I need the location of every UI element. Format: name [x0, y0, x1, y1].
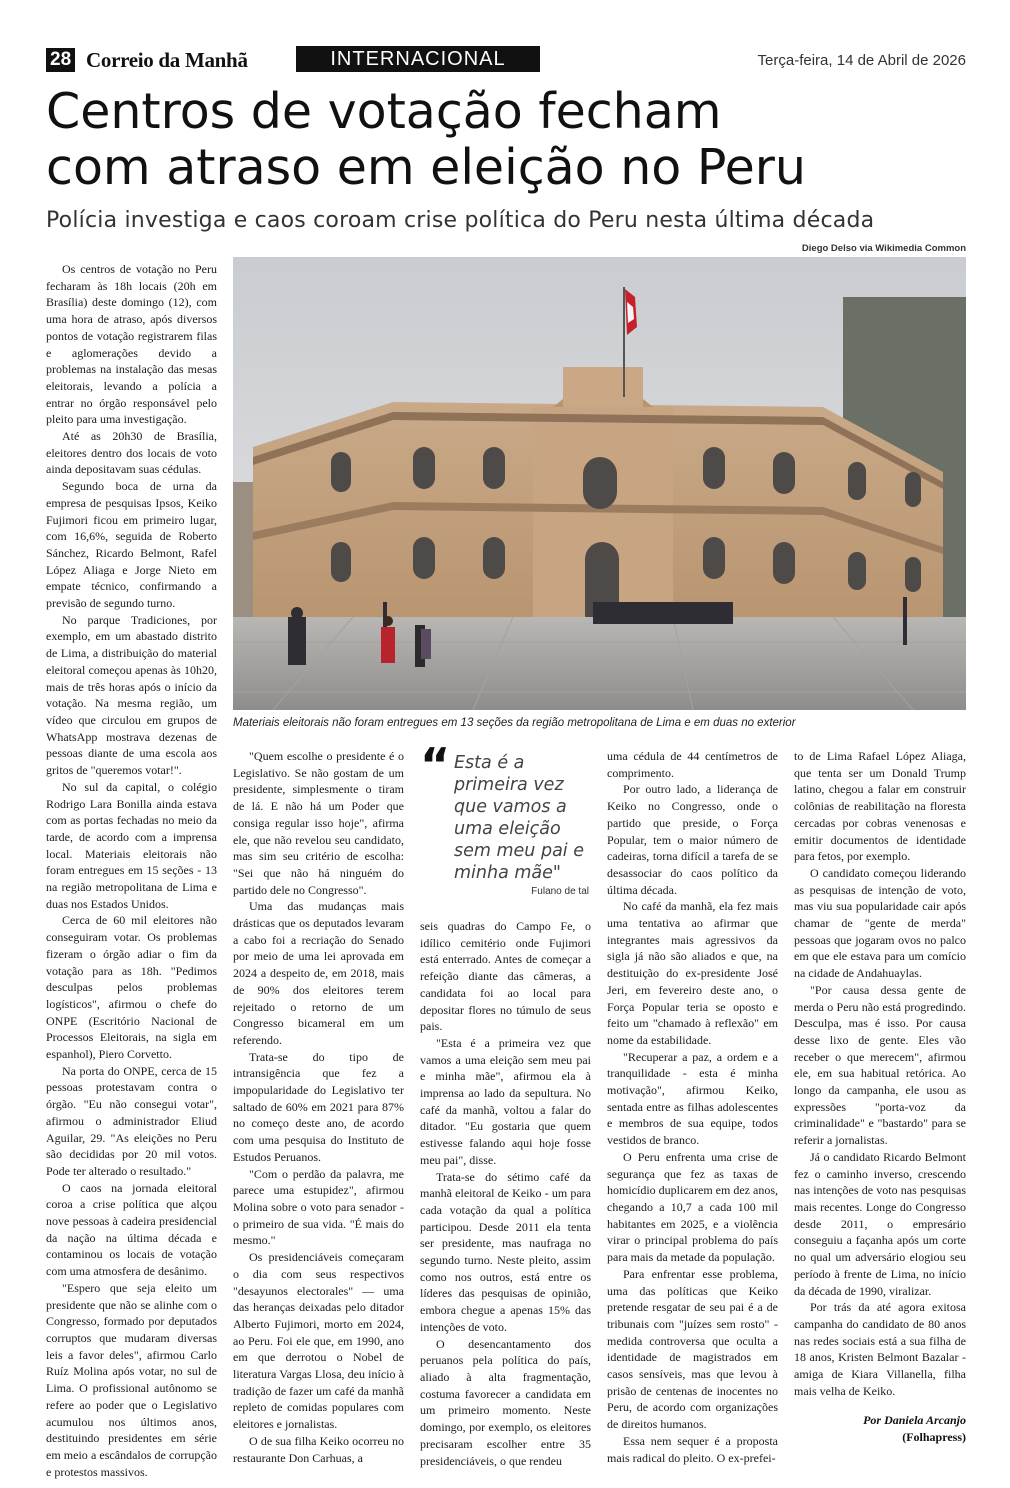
newspaper-name: Correio da Manhã: [86, 48, 248, 72]
issue-date: Terça-feira, 14 de Abril de 2026: [757, 52, 966, 69]
page-number: 28: [46, 48, 75, 72]
article-column-5: [794, 748, 966, 1399]
paragraph: seis quadras do Campo Fe, o idílico cemitério onde Fujimori está enterrado. Antes de começar a refeição diante das câmeras, a candidata foi ao local para depositar flores no túmulo de seus pais.: [420, 919, 591, 1034]
photo-caption: Materiais eleitorais não foram entregues em 13 seções da região metropolitana de Lima e em duas no exterior: [233, 717, 796, 729]
government-palace-illustration: [233, 257, 966, 710]
paragraph: O candidato começou liderando as pesquisas de intenção de voto, mas viu sua popularidade cair após chamar de "gente de merda" pessoas que jogaram ovos no palco em que ele estava para um comício na cidade de Andahuaylas.: [794, 865, 966, 981]
paragraph: No sul da capital, o colégio Rodrigo Lara Bonilla ainda estava com as portas fechadas no meio da tarde, de acordo com a imprensa local. Materiais eleitorais não foram entregues em 15 seções - 13 na região metropolitana de Lima e duas nos Estados Unidos.: [46, 779, 217, 911]
paragraph: O de sua filha Keiko ocorreu no restaurante Don Carhuas, a: [233, 1433, 404, 1465]
quote-mark-icon: “: [420, 738, 451, 792]
paragraph: "Espero que seja eleito um presidente que não se alinhe com o Congresso, formado por deputados corruptos que mudaram diversas leis a favor deles", afirmou Carlo Ruíz Molina após votar, no sul de Lima. O profissional autônomo se refere ao poder que o Legislativo acumulou nos últimos anos, destituindo presidentes em série em meio a escândalos de corrupção e protestos massivos.: [46, 1280, 217, 1479]
paragraph: No café da manhã, ela fez mais uma tentativa ao afirmar que integrantes mais agressivos da sigla já não são aliados e que, na destituição do ex-presidente José Jeri, em fevereiro deste ano, o Força Popular teria se oposto e feito um "chamado à reflexão" em nome da estabilidade.: [607, 899, 778, 1047]
section-label: INTERNACIONAL: [296, 46, 540, 72]
paragraph: Os centros de votação no Peru fecharam às 18h locais (20h em Brasília) deste domingo (12), com uma hora de atraso, após diversos pontos de votação registrarem filas e aglomerações devido a problemas na instalação das mesas eleitorais, levando a polícia a entrar no órgão responsável pelo pleito para uma investigação.: [46, 262, 217, 427]
paragraph: to de Lima Rafael López Aliaga, que tenta ser um Donald Trump latino, chegou a falar em construir colônias de reabilitação na floresta cercadas por cobras venenosas e emitir documentos de identidade para fetos, por exemplo.: [794, 749, 966, 864]
article-column-4: [607, 748, 778, 1466]
paragraph: "Por causa dessa gente de merda o Peru não está progredindo. Desculpa, mas é isso. Por causa desse lixo de gente. Eles vão receber o que merecem", afirmou ele, em sua habitual retórica. Ao longo da campanha, ele usou as expressões "porta-voz da criminalidade" e "bastardo" para se referir a jornalistas.: [794, 982, 966, 1148]
article-column-3: [420, 918, 591, 1469]
paragraph: "Esta é a primeira vez que vamos a uma eleição sem meu pai e minha mãe", afirmou ela à imprensa ao lado da sepultura. No café da manhã, voltou a falar do ditador. "Eu gostaria que quem estivesse falando aqui hoje fosse meu pai", disse.: [420, 1035, 591, 1167]
paragraph: Cerca de 60 mil eleitores não conseguiram votar. Os problemas fizeram o órgão adiar o fim da votação para as 18h. "Pedimos desculpas pelos problemas logísticos", afirmou o chefe do ONPE (Escritório Nacional de Processos Eleitorais, na sigla em espanhol), Piero Corvetto.: [46, 913, 217, 1062]
article-column-1: [46, 261, 217, 1480]
paragraph: "Com o perdão da palavra, me parece uma estupidez", afirmou Molina sobre o voto para senador - o primeiro de sua vida. "É mais do mesmo.": [233, 1166, 404, 1248]
paragraph: O Peru enfrenta uma crise de segurança que fez as taxas de homicídio duplicarem em dez anos, chegando a 10,7 a cada 100 mil habitantes em 2025, e a violência virar o principal problema do país para mais da metade da população.: [607, 1149, 778, 1265]
paragraph: uma cédula de 44 centímetros de comprimento.: [607, 749, 778, 780]
paragraph: "Recuperar a paz, a ordem e a tranquilidade - esta é minha motivação", afirmou Keiko, sentada entre as filhas adolescentes e membros de sua equipe, todos vestidos de branco.: [607, 1049, 778, 1148]
headline-line-1: Centros de votação fecham: [46, 83, 722, 140]
page-header: [46, 44, 966, 76]
paragraph: Já o candidato Ricardo Belmont fez o caminho inverso, crescendo nas intenções de voto nas pesquisas mais recentes. Longe do Congresso desde 2011, o empresário conseguiu a façanha após um corte no qual um adversário elogiou seu período à frente de Lima, no início da década de 1990, viralizar.: [794, 1149, 966, 1298]
photo-credit: Diego Delso via Wikimedia Common: [801, 243, 966, 254]
paragraph: Essa nem sequer é a proposta mais radical do pleito. O ex-prefei-: [607, 1433, 778, 1465]
paragraph: Até as 20h30 de Brasília, eleitores dentro dos locais de voto ainda depositavam suas cédulas.: [46, 429, 217, 477]
paragraph: Os presidenciáveis começaram o dia com seus respectivos "desayunos electorales" — uma das heranças deixadas pelo ditador Alberto Fujimori, morto em 2024, ao Peru. Foi ele que, em 1990, ano em que derrotou o Nobel de literatura Vargas Llosa, deu início à tradição de fazer um café da manhã repleto de comidas populares com eleitores e jornalistas.: [233, 1250, 404, 1432]
paragraph: O caos na jornada eleitoral coroa a crise política que alçou nove pessoas à cadeira presidencial da nação na última década e contaminou os locais de votação com uma atmosfera de desânimo.: [46, 1180, 217, 1279]
headline: [46, 84, 966, 196]
byline: Por Daniela Arcanjo: [863, 1413, 966, 1427]
pull-quote-text: Esta é a primeira vez que vamos a uma eleição sem meu pai e minha mãe": [454, 753, 584, 883]
pull-quote-author: Fulano de tal: [531, 886, 589, 897]
agency-credit: (Folhapress): [902, 1430, 966, 1444]
paragraph: Por trás da até agora exitosa campanha do candidato de 80 anos nas redes sociais está a sua filha de 18 anos, Kristen Belmont Bazalar - amiga de Kiara Villanella, filha mais velha de Keiko.: [794, 1300, 966, 1398]
paragraph: Trata-se do sétimo café da manhã eleitoral de Keiko - um para cada votação da qual a política participou. Desde 2011 ela tenta ser presidente, mas naufraga no segundo turno. Neste pleito, assim como nos outros, está entre os líderes das pesquisas de opinião, embora chegue a apenas 15% das intenções de voto.: [420, 1169, 591, 1334]
palace-photo: [233, 257, 966, 710]
paragraph: Por outro lado, a liderança de Keiko no Congresso, onde o partido que preside, o Força Popular, tem o maior número de cadeiras, torna difícil a tarefa de se desassociar do caos político da última década.: [607, 782, 778, 897]
pull-quote: [420, 738, 591, 910]
subheadline: Polícia investiga e caos coroam crise política do Peru nesta última década: [46, 208, 875, 233]
paragraph: Na porta do ONPE, cerca de 15 pessoas protestavam contra o órgão. "Eu não consegui votar", afirmou o administrador Eliud Aguilar, 29. "As eleições no Peru são decididas por 20 mil votos. Pode ter alterado o resultado.": [46, 1063, 217, 1178]
paragraph: Uma das mudanças mais drásticas que os deputados levaram a cabo foi a recriação do Senado por meio de uma lei aprovada em 2024 a despeito de, em 2018, mais de 90% dos eleitores terem rejeitado o retorno de um Congresso bicameral em um referendo.: [233, 899, 404, 1047]
paragraph: Para enfrentar esse problema, uma das políticas que Keiko pretende resgatar de seu pai é a de tribunais com "juízes sem rosto" - medida controversa que oculta a identidade de magistrados em casos sensíveis, mas que levou à prisão de centenas de inocentes no Peru, de acordo com organizações de direitos humanos.: [607, 1266, 778, 1432]
paragraph: "Quem escolhe o presidente é o Legislativo. Se não gostam de um presidente, simplesmente o tiram de lá. E não há um Poder que consiga regular isso hoje", afirma ele, que não revelou seu candidato, mas sim seu critério de escolha: "Sei que não há ninguém do partido dele no Congresso".: [233, 749, 404, 897]
paragraph: Trata-se do tipo de intransigência que fez a impopularidade do Legislativo ter saltado de 60% em 2021 para 87% no começo deste ano, de acordo com uma pesquisa do Instituto de Estudos Peruanos.: [233, 1049, 404, 1164]
article-column-2: [233, 748, 404, 1466]
paragraph: Segundo boca de urna da empresa de pesquisas Ipsos, Keiko Fujimori ficou em primeiro lugar, com 16,6%, seguida de Roberto Sánchez, Ricardo Belmont, Rafel López Aliaga e Jorge Nieto em empate técnico, confirmando a previsão de segundo turno.: [46, 479, 217, 611]
paragraph: O desencantamento dos peruanos pela política do país, aliado à alta fragmentação, costuma favorecer a candidata em um primeiro momento. Neste domingo, por exemplo, os eleitores precisaram escolher entre 35 presidenciáveis, o que rendeu: [420, 1336, 591, 1468]
headline-line-2: com atraso em eleição no Peru: [46, 139, 806, 196]
paragraph: No parque Tradiciones, por exemplo, em um abastado distrito de Lima, a distribuição do material eleitoral começou apenas às 10h20, mais de três horas após o início da votação. Na mesma região, um vídeo que circulou em grupos de WhatsApp mostrava dezenas de pessoas diante de uma escola aos gritos de "queremos votar!".: [46, 612, 217, 778]
